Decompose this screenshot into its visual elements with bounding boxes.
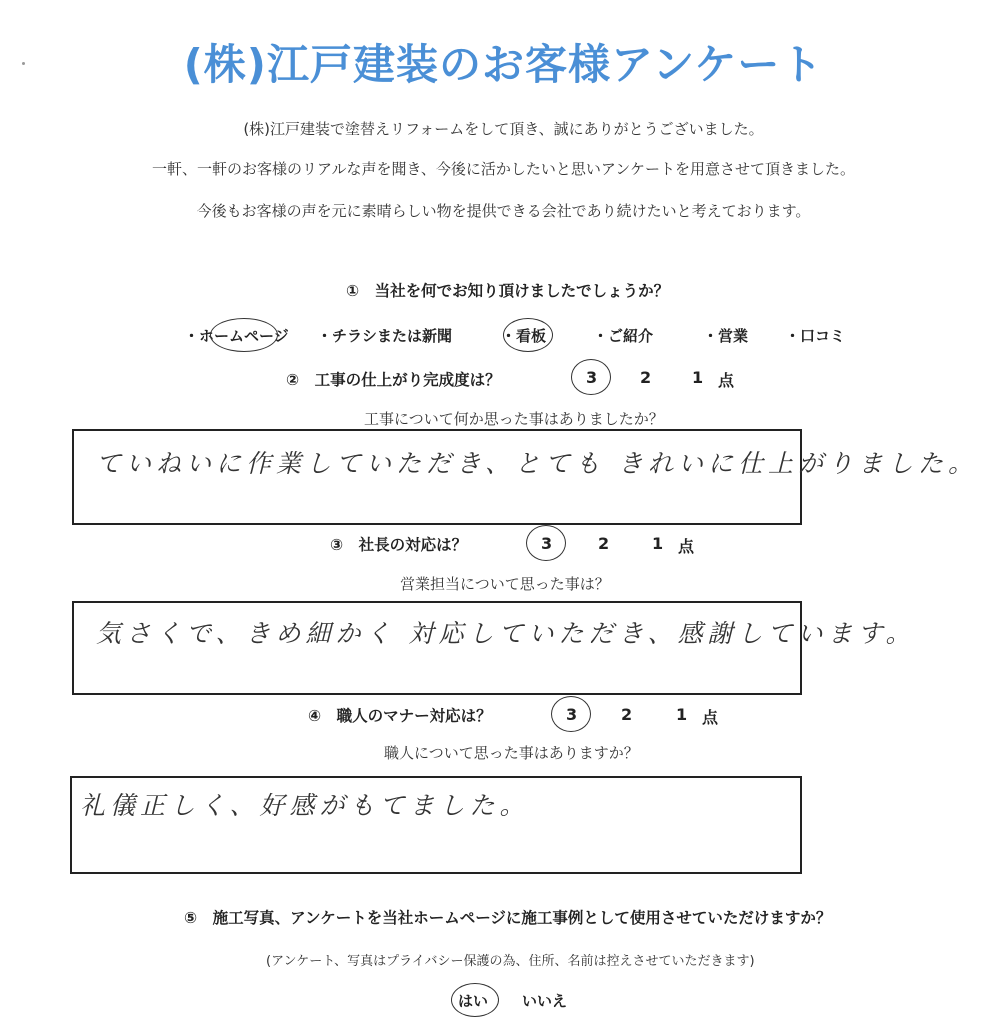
q3-score-unit: 点 (678, 537, 695, 556)
q4-score-1[interactable]: 1 (676, 705, 688, 724)
q3-selected-circle (526, 525, 566, 561)
question-2-label: ② 工事の仕上がり完成度は？ (286, 371, 501, 389)
q2-handwritten-answer: ていねいに作業していただき、とても きれいに仕上がりました。 (96, 449, 978, 478)
q1-option-word-of-mouth[interactable]: ・口コミ (785, 327, 846, 345)
q1-option-flyer[interactable]: ・チラシまたは新聞 (317, 327, 453, 345)
page-title: (株)江戸建装のお客様アンケート (183, 40, 824, 89)
question-5-label: ⑤ 施工写真、アンケートを当社ホームページに施工事例として使用させていただけますか？ (184, 909, 832, 927)
q5-selected-circle (451, 983, 499, 1017)
q3-sub-question: 営業担当について思った事は？ (400, 575, 610, 593)
q5-option-yes[interactable]: はい (458, 992, 489, 1010)
q4-score-unit: 点 (702, 708, 719, 727)
question-3-label: ③ 社長の対応は？ (330, 536, 468, 554)
intro-line-2: 一軒、一軒のお客様のリアルな声を聞き、今後に活かしたいと思いアンケートを用意させて頂きました。 (152, 160, 855, 178)
q5-option-no[interactable]: いいえ (522, 992, 568, 1010)
q1-option-referral[interactable]: ・ご紹介 (593, 327, 654, 345)
q4-selected-circle (551, 696, 591, 732)
q2-score-unit: 点 (718, 371, 735, 390)
q4-handwritten-answer: 礼儀正しく、好感がもてました。 (80, 791, 530, 820)
intro-line-1: (株)江戸建装で塗替えリフォームをして頂き、誠にありがとうございました。 (243, 120, 764, 138)
question-1-label: ① 当社を何でお知り頂けましたでしょうか？ (346, 282, 670, 300)
q2-selected-circle (571, 359, 611, 395)
intro-line-3: 今後もお客様の声を元に素晴らしい物を提供できる会社であり続けたいと考えております。 (196, 202, 811, 220)
q3-score-2[interactable]: 2 (598, 534, 610, 553)
q1-selected-circle-2 (503, 318, 553, 352)
question-4-label: ④ 職人のマナー対応は？ (308, 707, 492, 725)
q4-sub-question: 職人について思った事はありますか？ (384, 744, 639, 762)
q2-score-1[interactable]: 1 (692, 368, 704, 387)
q1-selected-circle (210, 318, 278, 352)
q3-handwritten-answer: 気さくで、きめ細かく 対応していただき、感謝しています。 (96, 619, 916, 648)
q2-score-2[interactable]: 2 (640, 368, 652, 387)
q1-option-signboard[interactable]: ・看板 (501, 327, 547, 345)
q2-sub-question: 工事について何か思った事はありましたか？ (364, 410, 664, 428)
q1-option-homepage[interactable]: ・ホームページ (184, 327, 289, 345)
q3-score-3[interactable]: 3 (541, 534, 553, 553)
q4-score-2[interactable]: 2 (621, 705, 633, 724)
q1-option-sales[interactable]: ・営業 (703, 327, 749, 345)
q4-score-3[interactable]: 3 (566, 705, 578, 724)
q2-score-3[interactable]: 3 (586, 368, 598, 387)
q3-score-1[interactable]: 1 (652, 534, 664, 553)
q5-privacy-note: (アンケート、写真はプライバシー保護の為、住所、名前は控えさせていただきます) (266, 954, 755, 969)
